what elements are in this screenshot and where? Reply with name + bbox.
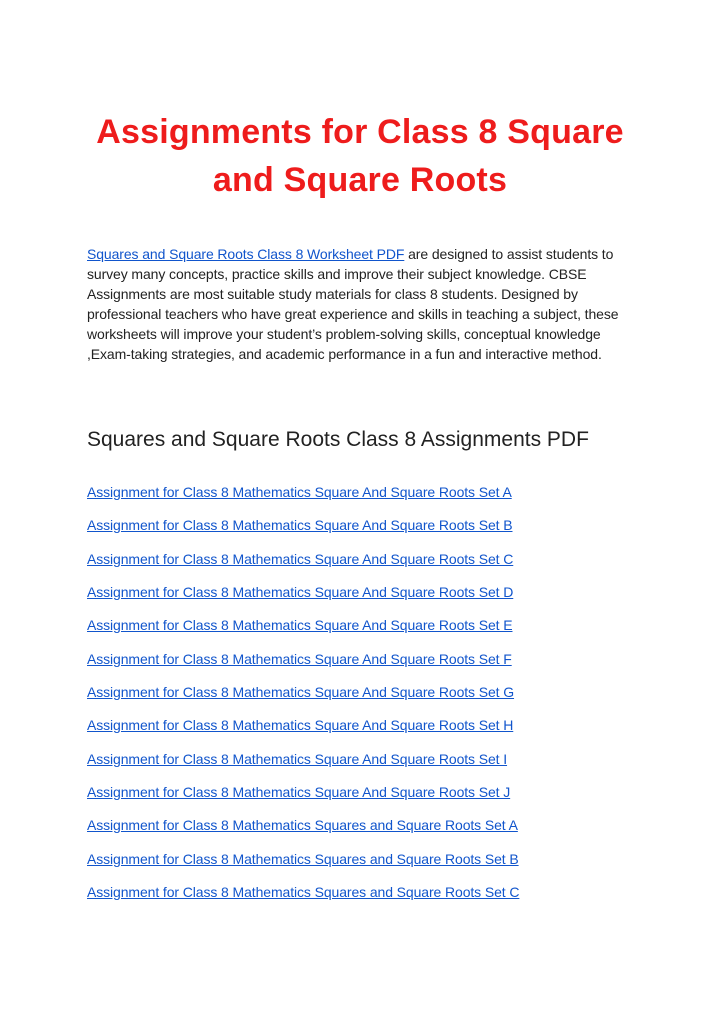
assignment-link-square-set-b[interactable]: Assignment for Class 8 Mathematics Square And Square Roots Set B — [87, 517, 513, 534]
worksheet-pdf-link[interactable]: Squares and Square Roots Class 8 Worksheet PDF — [87, 246, 405, 262]
list-item — [87, 815, 687, 848]
assignment-link-square-set-i[interactable]: Assignment for Class 8 Mathematics Square And Square Roots Set I — [87, 750, 508, 767]
page-title — [60, 108, 660, 204]
title-line-2: and Square Roots — [212, 161, 508, 199]
assignment-link-square-set-g[interactable]: Assignment for Class 8 Mathematics Square And Square Roots Set G — [87, 683, 515, 700]
list-item — [87, 549, 687, 582]
assignment-link-square-set-d[interactable]: Assignment for Class 8 Mathematics Square And Square Roots Set D — [87, 583, 514, 600]
assignment-link-square-set-h[interactable]: Assignment for Class 8 Mathematics Square And Square Roots Set H — [87, 717, 514, 734]
list-item — [87, 482, 687, 515]
assignment-link-square-set-a[interactable]: Assignment for Class 8 Mathematics Square And Square Roots Set A — [87, 484, 512, 500]
assignment-link-squares-set-a[interactable]: Assignment for Class 8 Mathematics Squares and Square Roots Set A — [87, 817, 518, 834]
assignment-link-squares-set-c[interactable]: Assignment for Class 8 Mathematics Squares and Square Roots Set C — [87, 883, 520, 900]
intro-text: are designed to assist students to survey many concepts, practice skills and improve their subject knowledge. CBSE Assignments are most suitable study materials for class 8 students. Designed by professional teachers who have great experience and skills in teaching a subject, these worksheets will improve your student’s problem-solving skills, conceptual knowledge ,Exam-taking strategies, and academic performance in a fun and interactive method. — [87, 246, 619, 362]
assignment-link-square-set-c[interactable]: Assignment for Class 8 Mathematics Square And Square Roots Set C — [87, 550, 514, 567]
list-item — [87, 749, 687, 782]
title-line-1: Assignments for Class 8 Square — [96, 113, 624, 151]
assignment-link-list — [87, 482, 687, 915]
list-item — [87, 582, 687, 615]
list-item — [87, 615, 687, 648]
assignment-link-square-set-e[interactable]: Assignment for Class 8 Mathematics Square And Square Roots Set E — [87, 617, 513, 634]
list-item — [87, 782, 687, 815]
list-item — [87, 682, 687, 715]
list-item — [87, 515, 687, 548]
assignment-link-square-set-f[interactable]: Assignment for Class 8 Mathematics Square And Square Roots Set F — [87, 650, 512, 667]
list-item — [87, 882, 687, 915]
assignment-link-square-set-j[interactable]: Assignment for Class 8 Mathematics Square And Square Roots Set J — [87, 783, 511, 800]
list-item — [87, 715, 687, 748]
section-heading: Squares and Square Roots Class 8 Assignments PDF — [87, 428, 589, 451]
intro-paragraph — [87, 244, 643, 364]
list-item — [87, 849, 687, 882]
list-item — [87, 649, 687, 682]
assignment-link-squares-set-b[interactable]: Assignment for Class 8 Mathematics Squares and Square Roots Set B — [87, 850, 519, 867]
